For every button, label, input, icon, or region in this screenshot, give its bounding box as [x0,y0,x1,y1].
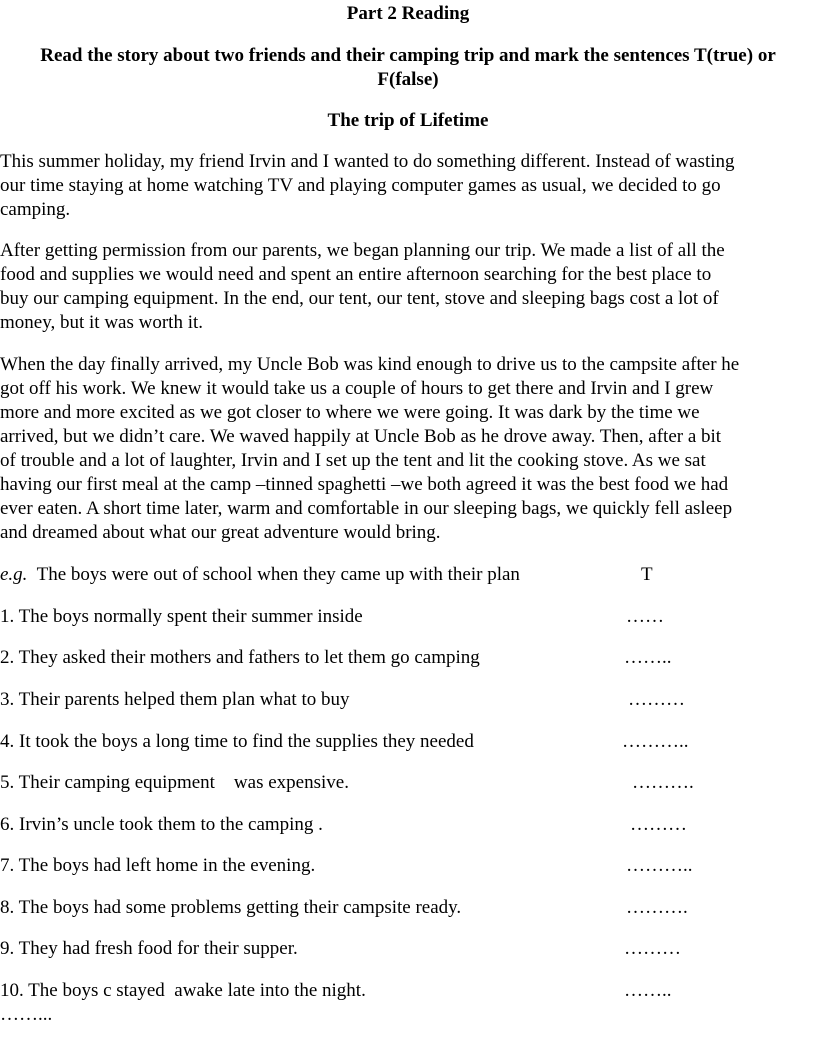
story-paragraph-3 [0,353,816,545]
story-line: got off his work. We knew it would take us a couple of hours to get there and Irvin and I grew [0,378,714,399]
trailing-dots-text: ……... [0,1004,53,1025]
story-line: of trouble and a lot of laughter, Irvin and I set up the tent and lit the cooking stove. As we sat [0,450,706,471]
question-row [0,688,816,712]
answer-blank[interactable]: ……… [630,814,687,835]
story-line: our time staying at home watching TV and playing computer games as usual, we decided to go [0,175,721,196]
story-line: This summer holiday, my friend Irvin and I wanted to do something different. Instead of wasting [0,151,735,172]
question-text: 10. The boys c stayed awake late into the night. [0,980,366,1001]
story-paragraph-2 [0,239,816,335]
question-text: 8. The boys had some problems getting their campsite ready. [0,897,462,918]
example-label: e.g. [0,564,28,585]
answer-blank[interactable]: …….. [624,980,672,1001]
question-row [0,937,816,961]
story-line: After getting permission from our parents, we began planning our trip. We made a list of all the [0,240,725,261]
question-row [0,896,816,920]
example-statement [0,563,520,587]
story-line: more and more excited as we got closer to where we were going. It was dark by the time we [0,402,700,423]
instruction-line-1: Read the story about two friends and their camping trip and mark the sentences T(true) or [40,45,776,66]
question-row [0,854,816,878]
trailing-dots [0,1003,816,1027]
answer-blank[interactable]: ……….. [626,855,693,876]
answer-blank[interactable]: ……….. [622,731,689,752]
story-title: The trip of Lifetime [327,110,489,131]
answer-blank[interactable]: ……… [624,938,681,959]
question-text: 6. Irvin’s uncle took them to the camping . [0,814,323,835]
question-text: 3. Their parents helped them plan what to buy [0,689,350,710]
answer-blank[interactable]: ………. [632,772,694,793]
story-line: food and supplies we would need and spent an entire afternoon searching for the best place to [0,264,712,285]
example-answer: T [641,564,653,585]
example-text: The boys were out of school when they came up with their plan [27,564,520,585]
instruction-heading [0,44,816,92]
question-text: 1. The boys normally spent their summer inside [0,606,363,627]
story-line: ever eaten. A short time later, warm and comfortable in our sleeping bags, we quickly fell asleep [0,498,733,519]
question-row [0,771,816,795]
question-row [0,979,816,1003]
question-text: 7. The boys had left home in the evening. [0,855,316,876]
story-line: arrived, but we didn’t care. We waved happily at Uncle Bob as he drove away. Then, after a bit [0,426,722,447]
answer-blank[interactable]: ……… [628,689,685,710]
answer-blank[interactable]: ………. [626,897,688,918]
question-text: 2. They asked their mothers and fathers to let them go camping [0,647,480,668]
answer-blank[interactable]: …….. [624,647,672,668]
instruction-line-2: F(false) [377,69,439,90]
question-text: 9. They had fresh food for their supper. [0,938,298,959]
story-paragraph-1 [0,150,816,222]
story-line: money, but it was worth it. [0,312,203,333]
story-line: When the day finally arrived, my Uncle Bob was kind enough to drive us to the campsite after he [0,354,740,375]
story-line: and dreamed about what our great adventure would bring. [0,522,441,543]
question-row [0,730,816,754]
question-row [0,605,816,629]
question-row [0,813,816,837]
story-line: buy our camping equipment. In the end, our tent, our tent, stove and sleeping bags cost a lot of [0,288,719,309]
question-text: 5. Their camping equipment was expensive. [0,772,349,793]
question-text: 4. It took the boys a long time to find the supplies they needed [0,731,474,752]
story-line: camping. [0,199,71,220]
answer-blank[interactable]: …… [626,606,664,627]
story-line: having our first meal at the camp –tinned spaghetti –we both agreed it was the best food we had [0,474,729,495]
question-row [0,646,816,670]
example-row [0,563,816,587]
part-heading: Part 2 Reading [346,3,470,24]
